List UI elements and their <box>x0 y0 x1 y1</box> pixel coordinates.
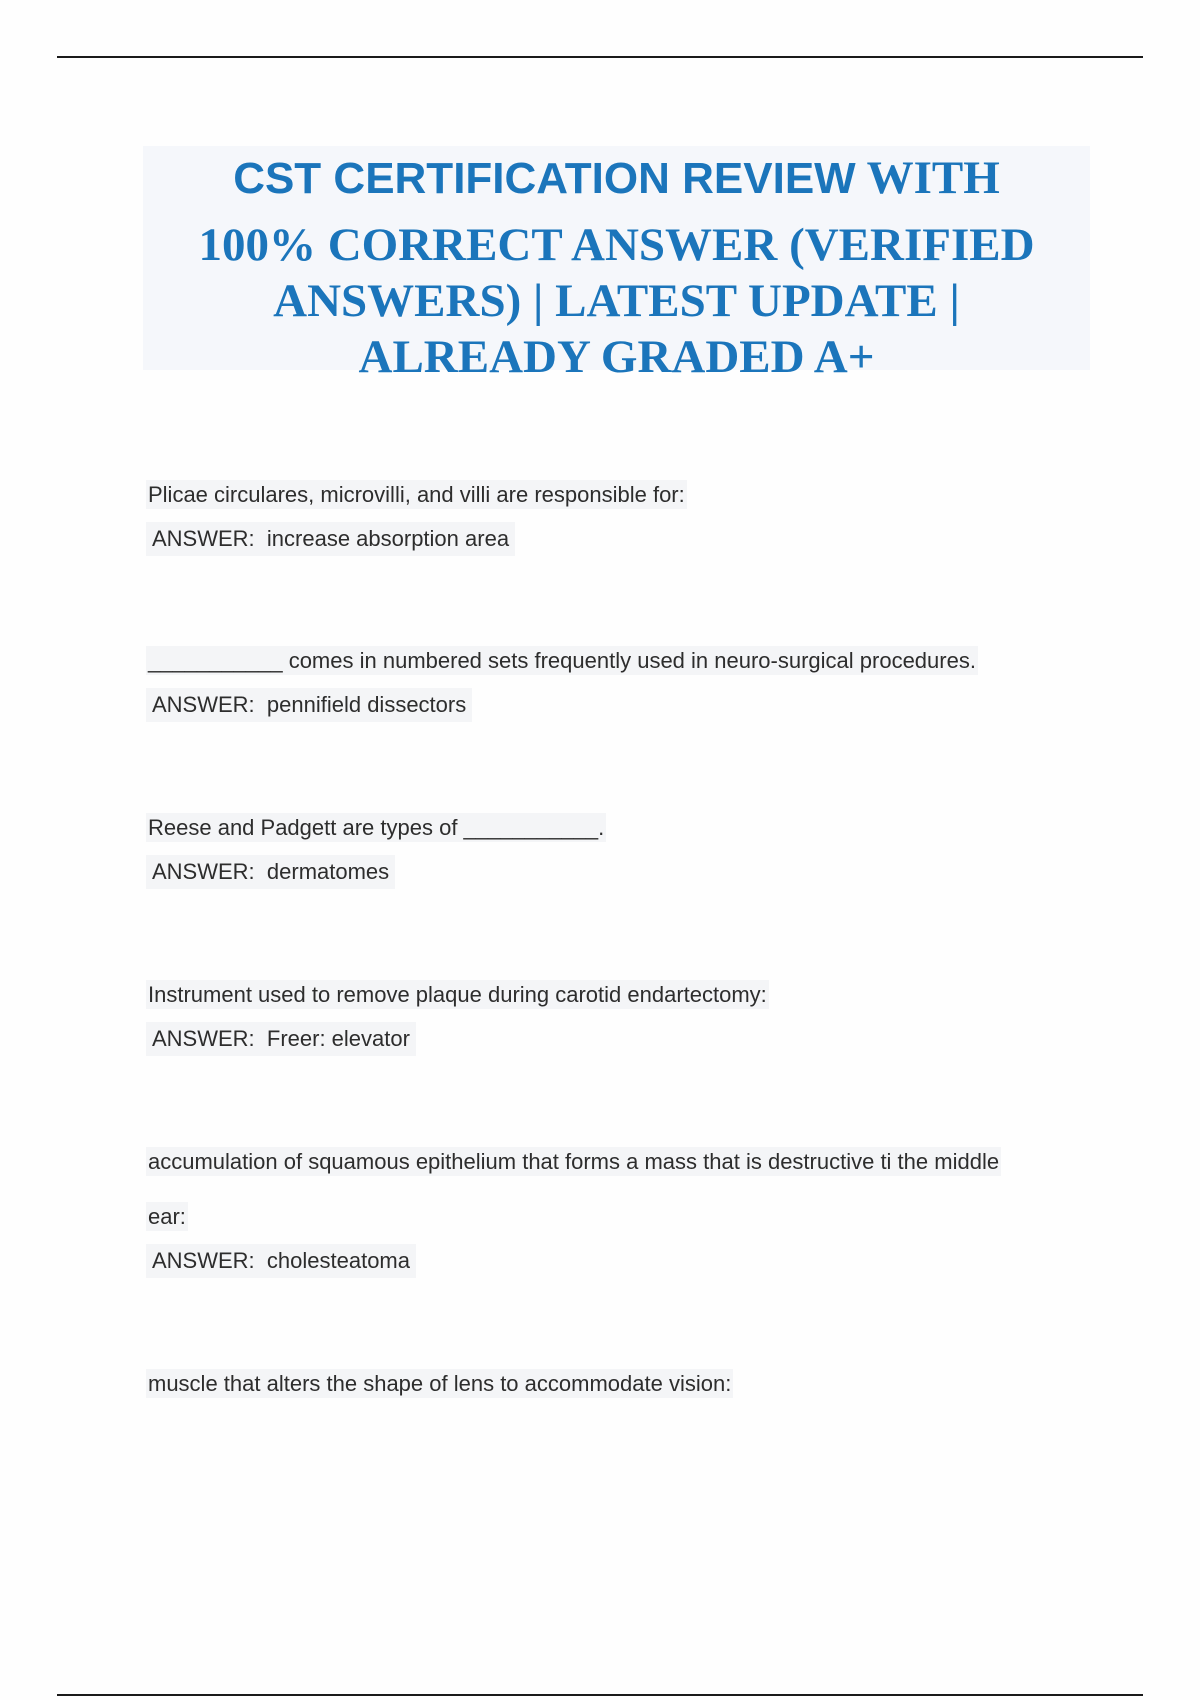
qa-item <box>146 967 1086 1056</box>
question-text: ___________ comes in numbered sets frequently used in neuro-surgical procedures. <box>148 648 976 673</box>
question-text: Instrument used to remove plaque during carotid endartectomy: <box>148 982 767 1007</box>
question-text-line-1: accumulation of squamous epithelium that forms a mass that is destructive ti the middle <box>148 1149 1000 1174</box>
footer-rule <box>57 1694 1143 1696</box>
question-text: Plicae circulares, microvilli, and villi are responsible for: <box>148 482 685 507</box>
answer-text: ANSWER: Freer: elevator <box>146 1022 416 1056</box>
answer-text: ANSWER: increase absorption area <box>146 522 515 556</box>
header-rule <box>57 56 1143 58</box>
title-line-1-sans: CST CERTIFICATION REVIEW <box>233 154 856 203</box>
title-line-4: ALREADY GRADED A+ <box>358 331 875 383</box>
title-line-2: 100% CORRECT ANSWER (VERIFIED <box>198 219 1035 271</box>
question-text: Reese and Padgett are types of ___________. <box>148 815 605 840</box>
document-title <box>143 146 1090 383</box>
question-text-line-2: ear: <box>148 1204 186 1229</box>
answer-text: ANSWER: cholesteatoma <box>146 1244 416 1278</box>
title-line-3: ANSWERS) | LATEST UPDATE | <box>273 275 960 327</box>
title-line-1-serif: WITH <box>855 152 1000 204</box>
qa-item <box>146 1356 1086 1411</box>
qa-item <box>146 633 1086 722</box>
title-line-1 <box>143 150 1090 217</box>
answer-text: ANSWER: pennifield dissectors <box>146 688 472 722</box>
qa-item <box>146 800 1086 889</box>
qa-item <box>146 1134 1086 1278</box>
question-text: muscle that alters the shape of lens to accommodate vision: <box>148 1371 732 1396</box>
qa-item <box>146 467 1086 556</box>
answer-text: ANSWER: dermatomes <box>146 855 395 889</box>
